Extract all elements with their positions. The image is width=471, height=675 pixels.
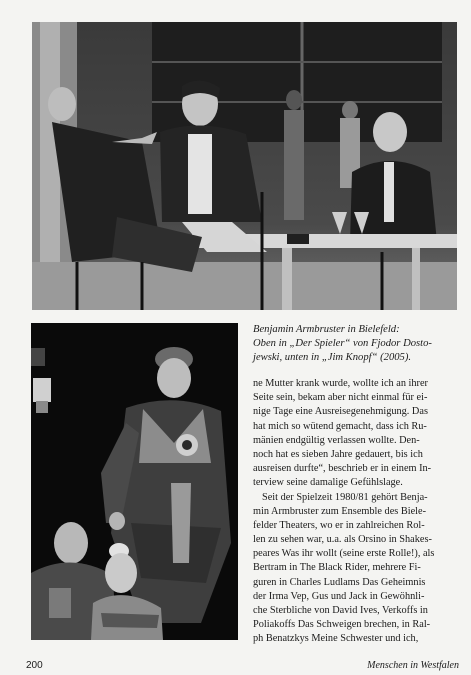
caption-line: Oben in „Der Spieler“ von Fjodor Dosto-: [253, 338, 432, 350]
text-line: noch hat es sieben Jahre gedauert, bis ich: [253, 448, 423, 460]
text-line: felder Theaters, wo er in zahlreichen Rol-: [253, 519, 425, 531]
text-line: nige Tage eine Ausreisegenehmigung. Das: [253, 406, 428, 418]
text-line: ne Mutter krank wurde, wollte ich an ihrer: [253, 378, 428, 389]
text-line: min Armbruster zum Ensemble des Biele-: [253, 505, 427, 517]
body-text-column: [253, 377, 459, 647]
text-line: hat mich so wütend gemacht, dass ich Ru-: [253, 420, 427, 432]
photo-caption: [253, 323, 458, 366]
photo-der-spieler-image: [32, 22, 457, 310]
text-line: ph Benatzkys Meine Schwester und ich,: [253, 633, 419, 645]
text-line: ausreisen durfte“, beschrieb er in einem In-: [253, 463, 432, 475]
text-line: Poliakoffs Das Schweigen brechen, in Ral-: [253, 619, 431, 631]
text-line: peares Was ihr wollt (seine erste Rolle!), als: [253, 548, 435, 560]
photo-jim-knopf-image: [31, 323, 238, 640]
text-line: der Irma Vep, Gus und Jack in Gewöhnli-: [253, 590, 425, 602]
running-title: Menschen in Westfalen: [367, 660, 459, 671]
text-line: terview seine damalige Gefühlslage.: [253, 477, 403, 489]
text-line: Seit der Spielzeit 1980/81 gehört Benja-: [262, 491, 428, 503]
page-number: 200: [26, 660, 43, 671]
photo-der-spieler: [32, 22, 457, 310]
text-line: che Sterbliche von David Ives, Verkoffs in: [253, 605, 428, 616]
photo-jim-knopf: [31, 323, 238, 640]
text-line: guren in Charles Ludlams Das Geheimnis: [253, 576, 426, 588]
text-line: len zu sehen war, u.a. als Orsino in Shakes-: [253, 534, 432, 546]
text-line: Seite sein, bekam aber nicht einmal für ei-: [253, 392, 428, 404]
text-line: mänien endgültig verlassen wollte. Den-: [253, 434, 420, 446]
caption-line: jewski, unten in „Jim Knopf“ (2005).: [253, 352, 412, 364]
text-line: Bertram in The Black Rider, mehrere Fi-: [253, 562, 421, 574]
caption-line: Benjamin Armbruster in Bielefeld:: [253, 324, 400, 335]
